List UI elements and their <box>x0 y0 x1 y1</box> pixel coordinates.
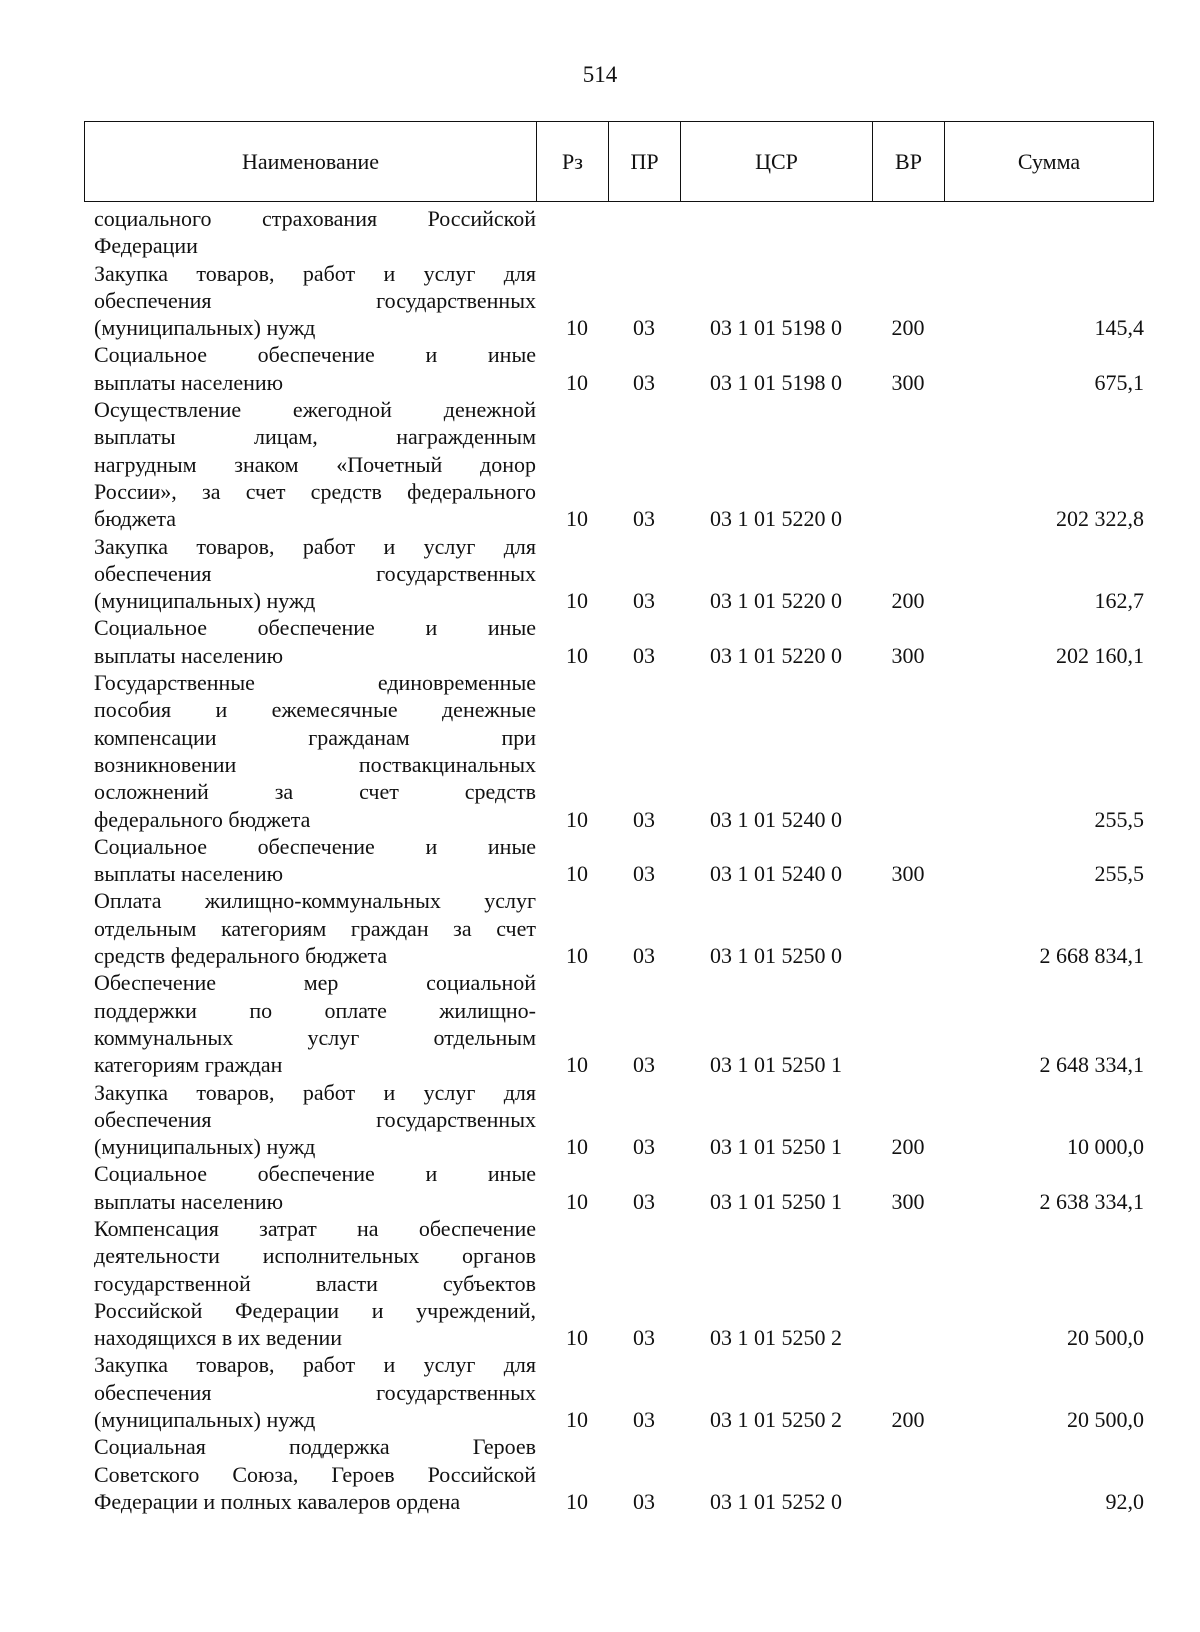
row-csr: 03 1 01 5220 0 <box>710 588 842 614</box>
row-vr: 200 <box>891 1134 925 1160</box>
row-sum: 202 322,8 <box>1056 506 1144 532</box>
row-rz: 10 <box>566 1325 588 1351</box>
row-name <box>84 1079 536 1161</box>
row-pr: 03 <box>633 1325 655 1351</box>
table-row <box>84 614 1154 669</box>
row-name-line: пособия и ежемесячные денежные <box>94 697 536 723</box>
table-row <box>84 341 1154 396</box>
row-csr: 03 1 01 5250 2 <box>710 1325 842 1351</box>
row-sum: 20 500,0 <box>1067 1325 1144 1351</box>
row-csr: 03 1 01 5252 0 <box>710 1488 842 1514</box>
row-vr: 300 <box>891 369 925 395</box>
row-name-line: Государственные единовременные <box>94 670 536 696</box>
table-row <box>84 1433 1154 1515</box>
table-header <box>84 121 1154 202</box>
row-name <box>84 1160 536 1215</box>
row-name <box>84 887 536 969</box>
row-vr: 200 <box>891 588 925 614</box>
row-name <box>84 833 536 888</box>
row-rz: 10 <box>566 315 588 341</box>
row-name-line: коммунальных услуг отдельным <box>94 1024 536 1050</box>
row-vr: 200 <box>891 315 925 341</box>
table-row <box>84 1215 1154 1351</box>
table-row <box>84 1351 1154 1433</box>
table-row <box>84 205 1154 260</box>
row-name <box>84 533 536 615</box>
row-name-line: нагрудным знаком «Почетный донор <box>94 451 536 477</box>
row-name-line: государственной власти субъектов <box>94 1270 536 1296</box>
row-rz: 10 <box>566 1134 588 1160</box>
row-name-line: поддержки по оплате жилищно- <box>94 997 536 1023</box>
row-name-line: федерального бюджета <box>94 806 311 832</box>
row-pr: 03 <box>633 1134 655 1160</box>
row-rz: 10 <box>566 861 588 887</box>
row-name-line: выплаты населению <box>94 861 284 887</box>
row-csr: 03 1 01 5198 0 <box>710 315 842 341</box>
row-rz: 10 <box>566 1188 588 1214</box>
row-name-line: возникновении поствакцинальных <box>94 751 536 777</box>
table-body <box>84 205 1154 1515</box>
row-csr: 03 1 01 5198 0 <box>710 369 842 395</box>
row-name-line: (муниципальных) нужд <box>94 1407 316 1433</box>
row-rz: 10 <box>566 1407 588 1433</box>
row-csr: 03 1 01 5240 0 <box>710 806 842 832</box>
row-name-line: деятельности исполнительных органов <box>94 1243 536 1269</box>
row-name-line: Закупка товаров, работ и услуг для <box>94 533 536 559</box>
header-csr: ЦСР <box>681 122 873 201</box>
row-pr: 03 <box>633 943 655 969</box>
row-sum: 2 668 834,1 <box>1039 943 1144 969</box>
row-rz: 10 <box>566 369 588 395</box>
table-row <box>84 887 1154 969</box>
row-name-line: бюджета <box>94 506 177 532</box>
row-rz: 10 <box>566 806 588 832</box>
row-sum: 162,7 <box>1094 588 1144 614</box>
row-name-line: Осуществление ежегодной денежной <box>94 397 536 423</box>
row-name-line: компенсации гражданам при <box>94 724 536 750</box>
row-name-line: обеспечения государственных <box>94 1379 536 1405</box>
row-name-line: Закупка товаров, работ и услуг для <box>94 1352 536 1378</box>
row-name-line: Закупка товаров, работ и услуг для <box>94 1079 536 1105</box>
row-name-line: Социальное обеспечение и иные <box>94 615 536 641</box>
row-rz: 10 <box>566 943 588 969</box>
row-sum: 10 000,0 <box>1067 1134 1144 1160</box>
row-name-line: (муниципальных) нужд <box>94 315 316 341</box>
row-pr: 03 <box>633 1407 655 1433</box>
row-name-line: Социальное обеспечение и иные <box>94 342 536 368</box>
row-vr: 200 <box>891 1407 925 1433</box>
row-name-line: осложнений за счет средств <box>94 779 536 805</box>
row-sum: 255,5 <box>1094 806 1144 832</box>
row-pr: 03 <box>633 861 655 887</box>
row-name-line: обеспечения государственных <box>94 287 536 313</box>
row-name-line: Федерации <box>94 233 198 259</box>
row-name-line: выплаты лицам, награжденным <box>94 424 536 450</box>
row-sum: 20 500,0 <box>1067 1407 1144 1433</box>
row-sum: 92,0 <box>1105 1488 1144 1514</box>
row-sum: 2 648 334,1 <box>1039 1052 1144 1078</box>
row-rz: 10 <box>566 1488 588 1514</box>
row-pr: 03 <box>633 506 655 532</box>
row-name-line: Компенсация затрат на обеспечение <box>94 1215 536 1241</box>
row-sum: 675,1 <box>1094 369 1144 395</box>
row-csr: 03 1 01 5220 0 <box>710 506 842 532</box>
row-name-line: категориям граждан <box>94 1052 283 1078</box>
row-name-line: Обеспечение мер социальной <box>94 970 536 996</box>
row-pr: 03 <box>633 369 655 395</box>
row-name <box>84 614 536 669</box>
row-name-line: (муниципальных) нужд <box>94 1134 316 1160</box>
row-name-line: обеспечения государственных <box>94 1106 536 1132</box>
row-name-line: Социальная поддержка Героев <box>94 1434 536 1460</box>
row-csr: 03 1 01 5220 0 <box>710 642 842 668</box>
row-name-line: выплаты населению <box>94 1188 284 1214</box>
table-row <box>84 260 1154 342</box>
row-sum: 255,5 <box>1094 861 1144 887</box>
row-name <box>84 1351 536 1433</box>
table-row <box>84 833 1154 888</box>
row-pr: 03 <box>633 1052 655 1078</box>
row-name-line: отдельным категориям граждан за счет <box>94 915 536 941</box>
row-sum: 202 160,1 <box>1056 642 1144 668</box>
header-name: Наименование <box>85 122 537 201</box>
row-name-line: выплаты населению <box>94 369 284 395</box>
row-rz: 10 <box>566 588 588 614</box>
header-pr: ПР <box>609 122 681 201</box>
row-name-line: социального страхования Российской <box>94 206 536 231</box>
row-pr: 03 <box>633 588 655 614</box>
row-name-line: Социальное обеспечение и иные <box>94 833 536 859</box>
row-pr: 03 <box>633 642 655 668</box>
table-row <box>84 969 1154 1078</box>
table-row <box>84 396 1154 532</box>
row-name-line: (муниципальных) нужд <box>94 588 316 614</box>
row-csr: 03 1 01 5240 0 <box>710 861 842 887</box>
row-name <box>84 341 536 396</box>
row-name-line: выплаты населению <box>94 642 284 668</box>
table-row <box>84 533 1154 615</box>
row-pr: 03 <box>633 315 655 341</box>
row-rz: 10 <box>566 506 588 532</box>
row-pr: 03 <box>633 1488 655 1514</box>
row-rz: 10 <box>566 1052 588 1078</box>
row-name <box>84 1433 536 1515</box>
row-name-line: Оплата жилищно-коммунальных услуг <box>94 888 536 914</box>
row-name-line: Закупка товаров, работ и услуг для <box>94 260 536 286</box>
row-csr: 03 1 01 5250 0 <box>710 943 842 969</box>
row-name <box>84 669 536 833</box>
row-csr: 03 1 01 5250 2 <box>710 1407 842 1433</box>
row-name <box>84 260 536 342</box>
row-name-line: Социальное обеспечение и иные <box>94 1161 536 1187</box>
row-name <box>84 969 536 1078</box>
row-pr: 03 <box>633 1188 655 1214</box>
row-name-line: России», за счет средств федерального <box>94 478 536 504</box>
row-name-line: Российской Федерации и учреждений, <box>94 1297 536 1323</box>
row-name-line: средств федерального бюджета <box>94 943 388 969</box>
row-sum: 2 638 334,1 <box>1039 1188 1144 1214</box>
row-name-line: Советского Союза, Героев Российской <box>94 1461 536 1487</box>
table-row <box>84 669 1154 833</box>
row-name-line: обеспечения государственных <box>94 560 536 586</box>
row-rz: 10 <box>566 642 588 668</box>
row-name-line: находящихся в их ведении <box>94 1325 343 1351</box>
row-name <box>84 396 536 532</box>
row-csr: 03 1 01 5250 1 <box>710 1134 842 1160</box>
row-vr: 300 <box>891 861 925 887</box>
header-rz: Рз <box>537 122 609 201</box>
row-name <box>84 1215 536 1351</box>
row-csr: 03 1 01 5250 1 <box>710 1188 842 1214</box>
table-row <box>84 1160 1154 1215</box>
header-sum: Сумма <box>1017 148 1081 174</box>
row-name-line: Федерации и полных кавалеров ордена <box>94 1488 461 1514</box>
row-vr: 300 <box>891 642 925 668</box>
table-row <box>84 1079 1154 1161</box>
header-vr: ВР <box>873 122 945 201</box>
row-name <box>84 205 536 260</box>
row-sum: 145,4 <box>1094 315 1144 341</box>
row-vr: 300 <box>891 1188 925 1214</box>
row-pr: 03 <box>633 806 655 832</box>
row-csr: 03 1 01 5250 1 <box>710 1052 842 1078</box>
page-number: 514 <box>582 62 618 87</box>
